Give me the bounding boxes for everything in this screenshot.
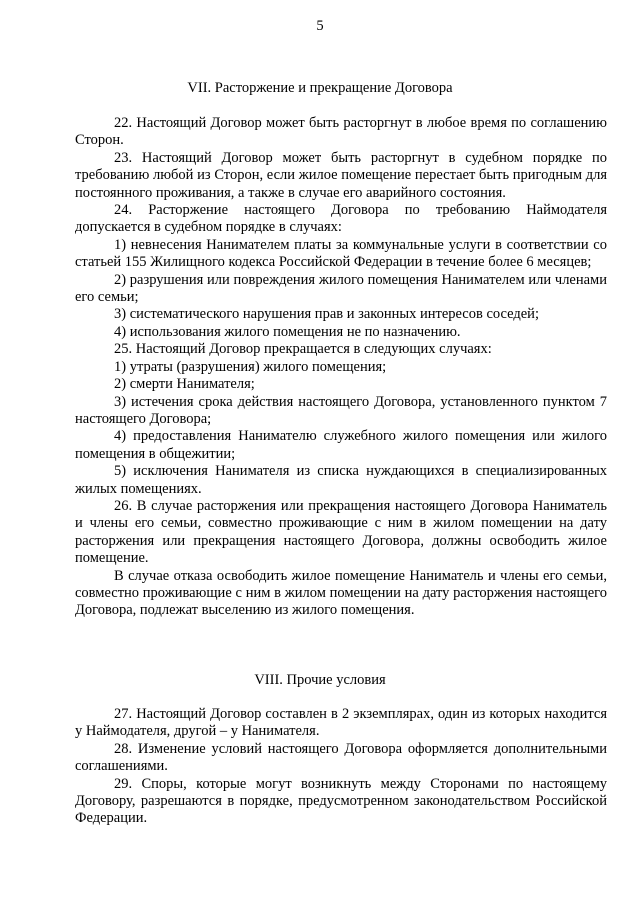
- clause-25-item-3: 3) истечения срока действия настоящего Договора, установленного пунктом 7 настоящего Договора;: [75, 393, 607, 427]
- clause-23: 23. Настоящий Договор может быть расторгнут в судебном порядке по требованию любой из Сторон, если жилое помещение перестает быть пригодным для постоянного проживания, а также в случае его аварийного состояния.: [75, 149, 607, 201]
- clause-24-item-2: 2) разрушения или повреждения жилого помещения Нанимателем или членами его семьи;: [75, 271, 607, 306]
- clause-28: 28. Изменение условий настоящего Договора оформляется дополнительными соглашениями.: [75, 740, 607, 775]
- clause-25-item-2: 2) смерти Нанимателя;: [114, 376, 255, 393]
- clause-25-item-1: 1) утраты (разрушения) жилого помещения;: [114, 358, 387, 375]
- section-7-title: VII. Расторжение и прекращение Договора: [187, 80, 453, 96]
- clause-24-item-3: 3) систематического нарушения прав и законных интересов соседей;: [114, 306, 539, 323]
- clause-24-item-1: 1) невнесения Нанимателем платы за коммунальные услуги в соответствии со статьей 155 Жилищного кодекса Российской Федерации в течение более 6 месяцев;: [75, 236, 607, 271]
- section-8-body: [75, 706, 607, 828]
- section-8-title: VIII. Прочие условия: [254, 672, 386, 688]
- clause-26-eviction: В случае отказа освободить жилое помещение Наниматель и члены его семьи, совместно проживающие с ним в жилом помещении на дату расторжения настоящего Договора, подлежат выселению из жилого помещения.: [75, 567, 607, 619]
- clause-25: 25. Настоящий Договор прекращается в следующих случаях:: [114, 341, 492, 358]
- section-7-body: [75, 115, 607, 620]
- clause-27: 27. Настоящий Договор составлен в 2 экземплярах, один из которых находится у Наймодателя, другой – у Нанимателя.: [75, 706, 607, 740]
- clause-22: 22. Настоящий Договор может быть расторгнут в любое время по соглашению Сторон.: [75, 115, 607, 149]
- clause-24: 24. Расторжение настоящего Договора по требованию Наймодателя допускается в судебном порядке в случаях:: [75, 202, 607, 236]
- clause-24-item-4: 4) использования жилого помещения не по назначению.: [114, 323, 461, 340]
- clause-29: 29. Споры, которые могут возникнуть между Сторонами по настоящему Договору, разрешаются в порядке, предусмотренном законодательством Российской Федерации.: [75, 775, 607, 827]
- clause-25-item-5: 5) исключения Нанимателя из списка нуждающихся в специализированных жилых помещениях.: [75, 463, 607, 497]
- clause-25-item-4: 4) предоставления Нанимателю служебного жилого помещения или жилого помещения в общежитии;: [75, 428, 607, 462]
- page-number: 5: [316, 18, 324, 34]
- clause-26: 26. В случае расторжения или прекращения настоящего Договора Наниматель и члены его семьи, совместно проживающие с ним в жилом помещении на дату расторжения или прекращения настоящего Договора, должны освободить жилое помещение.: [75, 497, 607, 567]
